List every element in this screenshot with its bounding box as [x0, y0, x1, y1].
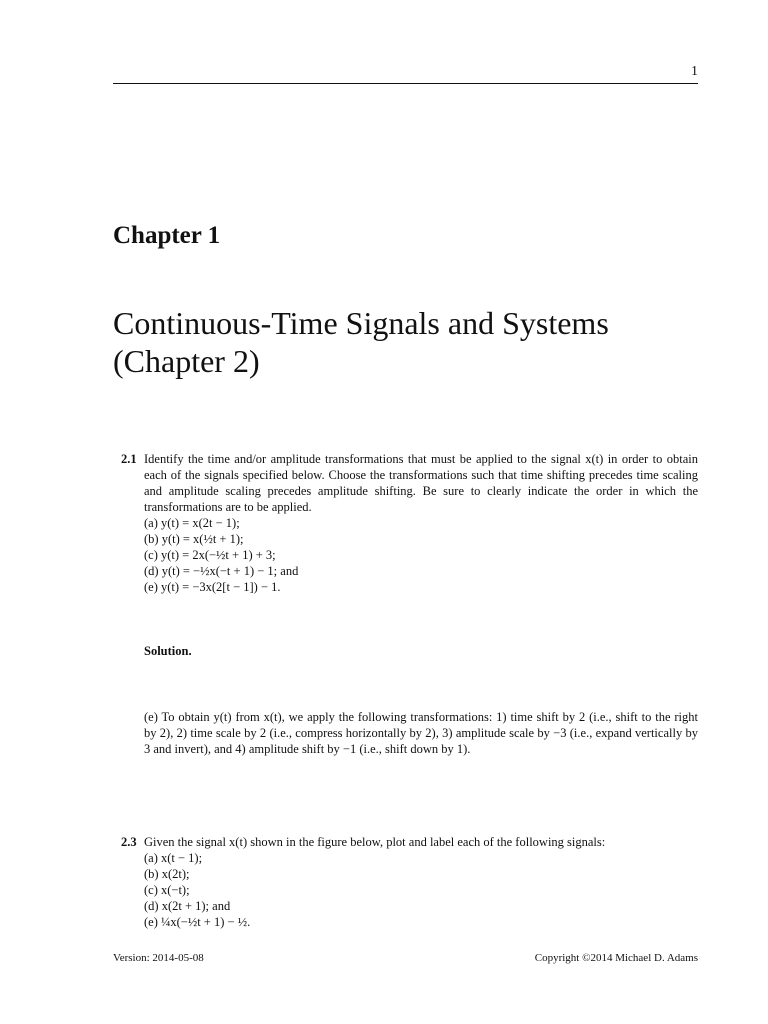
page-number: 1 — [691, 64, 698, 79]
problem-part: (e) y(t) = −3x(2[t − 1]) − 1. — [144, 580, 281, 594]
problem-part: (c) x(−t); — [144, 883, 190, 897]
footer-copyright: Copyright ©2014 Michael D. Adams — [534, 952, 698, 964]
problem-statement: Given the signal x(t) shown in the figure below, plot and label each of the following signals: — [144, 835, 606, 849]
problem-part: (b) y(t) = x(½t + 1); — [144, 532, 244, 546]
problem-number: 2.3 — [121, 835, 137, 849]
problem-2-3 — [113, 834, 698, 930]
problem-part: (d) x(2t + 1); and — [144, 899, 231, 913]
footer-version: Version: 2014-05-08 — [113, 952, 204, 964]
chapter-label: Chapter 1 — [113, 222, 221, 249]
header-rule — [113, 83, 698, 84]
problem-part: (a) y(t) = x(2t − 1); — [144, 516, 240, 530]
problem-part: (a) x(t − 1); — [144, 851, 203, 865]
problem-number: 2.1 — [121, 452, 137, 466]
problem-part: (b) x(2t); — [144, 867, 190, 881]
problem-2-1 — [113, 451, 698, 595]
problem-part: (c) y(t) = 2x(−½t + 1) + 3; — [144, 548, 276, 562]
problem-part: (e) ¼x(−½t + 1) − ½. — [144, 915, 251, 929]
problem-statement: Identify the time and/or amplitude transformations that must be applied to the signal x(t) in order to obtain each of the signals specified below. Choose the transformations such that time shifting precedes time scaling and amplitude scaling precedes amplitude shifting. Be sure to clearly indicate the order in which the transformations are to be applied. — [144, 452, 698, 514]
solution-label: Solution. — [144, 644, 192, 658]
solution-part-e: (e) To obtain y(t) from x(t), we apply the following transformations: 1) time shift by 2 (i.e., shift to the right by 2), 2) time scale by 2 (i.e., compress horizontally by 2), 3) amplitude scale by −3 (i.e., expand vertically by 3 and invert), and 4) amplitude shift by −1 (i.e., shift down by 1). — [144, 710, 698, 756]
chapter-title: Continuous-Time Signals and Systems (Chapter 2) — [113, 305, 609, 379]
problem-part: (d) y(t) = −½x(−t + 1) − 1; and — [144, 564, 299, 578]
